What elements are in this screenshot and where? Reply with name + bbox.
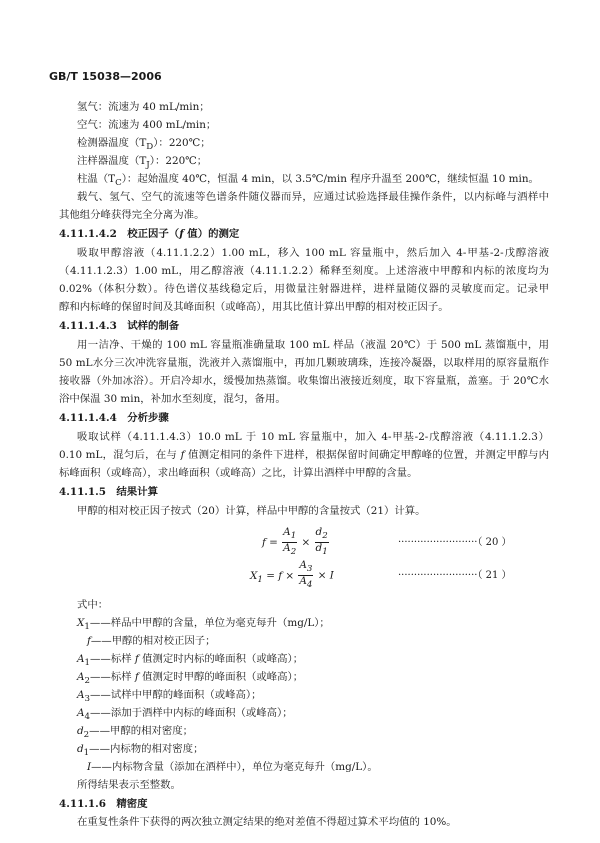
variable-definition: $A_2——$标样 f 值测定时甲醇的峰面积（或峰高）； — [77, 671, 304, 687]
variable-definition: $A_4——$添加于酒样中内标的峰面积（或峰高）； — [77, 707, 293, 723]
condition-note-line1: 载气、氢气、空气的流速等色谱条件随仪器而异，应通过试验选择最佳操作条件，以内标峰与酒样中 — [77, 191, 549, 203]
fraction-a3-a4 — [298, 560, 313, 591]
paragraph-line: 0.10 mL，混匀后，在与 f 值测定相同的条件下进样，根据保留时间确定甲醇峰的位置，并测定甲醇与内 — [59, 449, 549, 461]
section-heading-4-11-1-5: 4.11.1.5 结果计算 — [59, 486, 158, 498]
equation-21-tail: × I — [317, 569, 334, 582]
paragraph-line: 50 mL水分三次冲洗容量瓶，洗液并入蒸馏瓶中，再加几颗玻璃珠，连接冷凝器，以取样用的原容量瓶作 — [59, 357, 549, 369]
rounding-note: 所得结果表示至整数。 — [77, 779, 181, 791]
denominator: $A_4$ — [299, 575, 313, 591]
paragraph-line: 用一洁净、干燥的 100 mL 容量瓶准确量取 100 mL 样品（液温 20℃）于 500 mL 蒸馏瓶中，用 — [77, 339, 549, 351]
variable-definition: I——内标物含量（添加在酒样中），单位为毫克每升（mg/L）。 — [87, 761, 378, 773]
equation-21-lhs: $X_1 = f$ × — [250, 569, 295, 585]
equation-20 — [262, 526, 330, 558]
paragraph-line: 浴中保温 30 min，补加水至刻度，混匀，备用。 — [59, 393, 286, 405]
fraction-d2-d1 — [315, 527, 329, 558]
denominator: $A_2$ — [283, 542, 297, 558]
numerator: $d_2$ — [315, 526, 328, 542]
variable-definition: f——甲醇的相对校正因子； — [87, 635, 216, 647]
paragraph-line: 吸取试样（4.11.1.4.3）10.0 mL 于 10 mL 容量瓶中，加入 4-甲基-2-戊醇溶液（4.11.1.2.3） — [77, 431, 549, 443]
paragraph-line: 吸取甲醇溶液（4.11.1.2.2）1.00 mL，移入 100 mL 容量瓶中，然后加入 4-甲基-2-戊醇溶液 — [77, 247, 549, 259]
paragraph-line: 标峰面积（或峰高），求出峰面积（或峰高）之比，计算出酒样中甲醇的含量。 — [59, 467, 418, 479]
variable-definition: $A_1——$标样 f 值测定时内标的峰面积（或峰高）； — [77, 653, 304, 669]
standard-code-header: GB/T 15038—2006 — [49, 70, 162, 83]
times-sign: × — [301, 536, 311, 549]
paragraph-line: 0.02%（体积分数）。待色谱仪基线稳定后，用微量注射器进样，进样量随仪器的灵敏度而定。记录甲 — [59, 283, 549, 295]
section-heading-4-11-1-4-4: 4.11.1.4.4 分析步骤 — [59, 412, 169, 424]
condition-air: 空气：流速为 400 mL/min； — [77, 119, 217, 131]
variable-definition: $A_3——$试样中甲醇的峰面积（或峰高）； — [77, 689, 262, 705]
condition-note-line2: 其他组分峰获得完全分离为准。 — [59, 209, 205, 221]
precision-text: 在重复性条件下获得的两次独立测定结果的绝对差值不得超过算术平均值的 10%。 — [77, 816, 457, 828]
section-heading-4-11-1-4-3: 4.11.1.4.3 试样的制备 — [59, 320, 180, 332]
equation-20-number: ·························（ 20 ） — [398, 537, 512, 548]
section-heading-4-11-1-4-2: 4.11.1.4.2 校正因子（f 值）的测定 — [59, 228, 240, 240]
paragraph-line: 醇和内标峰的保留时间及其峰面积（或峰高），用其比值计算出甲醇的相对校正因子。 — [59, 301, 449, 313]
condition-hydrogen: 氢气：流速为 40 mL/min； — [77, 101, 210, 113]
condition-detector-temp: 检测器温度$(T_D)$：220℃； — [77, 137, 211, 153]
fraction-a1-a2 — [282, 527, 297, 558]
paragraph-line: （4.11.1.2.3）1.00 mL，用乙醇溶液（4.11.1.2.2）稀释至刻度。上述溶液中甲醇和内标的浓度均为 — [59, 265, 549, 277]
denominator: $d_1$ — [315, 542, 328, 558]
variable-definition: $d_1——$内标物的相对密度； — [77, 743, 204, 759]
numerator: $A_3$ — [299, 559, 313, 575]
variable-definition: $X_1——$样品中甲醇的含量，单位为毫克每升（mg/L）； — [77, 617, 330, 633]
equation-21 — [250, 559, 334, 591]
result-intro: 甲醇的相对校正因子按式（20）计算，样品中甲醇的含量按式（21）计算。 — [77, 505, 426, 517]
equation-20-lhs: f = — [262, 536, 278, 549]
where-label: 式中： — [77, 599, 109, 611]
condition-column-temp: 柱温$(T_C)$：起始温度 40℃，恒温 4 min，以 3.5℃/min 程序升温至 200℃，继续恒温 10 min。 — [77, 173, 539, 189]
condition-injector-temp: 注样器温度$(T_J)$：220℃； — [77, 155, 208, 171]
paragraph-line: 接收器（外加冰浴）。开启冷却水，缓慢加热蒸馏。收集馏出液接近刻度，取下容量瓶，盖塞。于 20℃水 — [59, 375, 549, 387]
numerator: $A_1$ — [283, 526, 297, 542]
variable-definition: $d_2——$甲醇的相对密度； — [77, 725, 194, 741]
section-heading-4-11-1-6: 4.11.1.6 精密度 — [59, 798, 148, 810]
equation-21-number: ·························（ 21 ） — [398, 570, 512, 581]
